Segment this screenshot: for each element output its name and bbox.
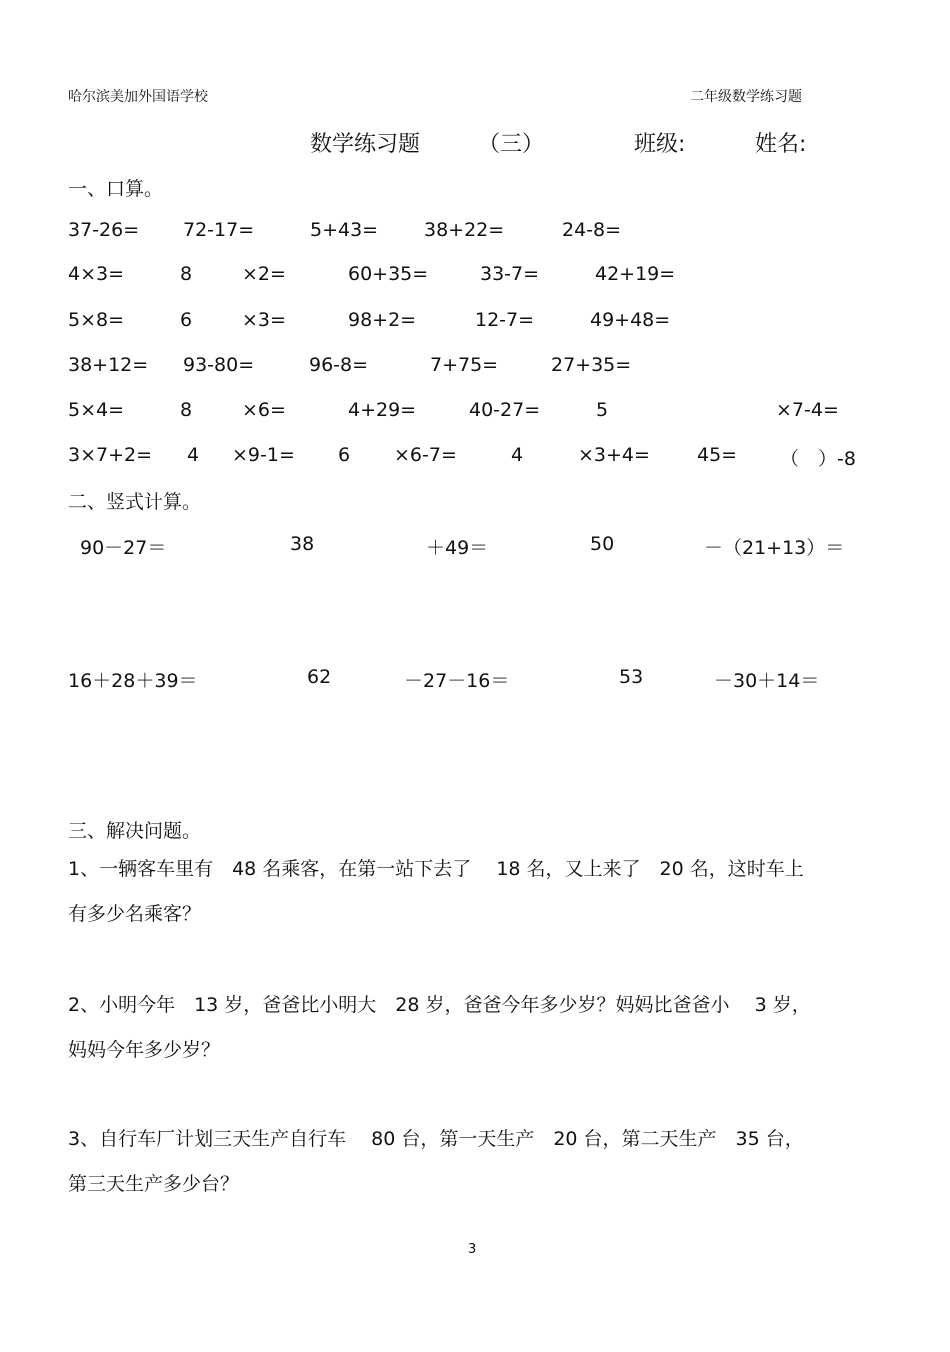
problem: 38+22= <box>424 219 505 241</box>
problem: ×6= <box>242 399 286 421</box>
section1-heading: 一、口算。 <box>68 178 164 200</box>
problem: ×6-7= <box>394 444 457 466</box>
worksheet-title: 数学练习题 <box>310 132 421 157</box>
problem: 38+12= <box>68 354 149 376</box>
problem: 49+48= <box>590 309 671 331</box>
problem: 5 <box>596 399 609 421</box>
problem: 4×3= <box>68 263 125 285</box>
word-problem-1 <box>68 847 878 937</box>
problem: －27－16＝ <box>404 670 510 692</box>
problem: 90－27＝ <box>80 537 167 559</box>
page-number: 3 <box>468 1242 477 1257</box>
problem: 5×4= <box>68 399 125 421</box>
problem-text: 1、一辆客车里有 48 名乘客，在第一站下去了 18 名，又上来了 20 名，这时车上 <box>68 858 804 880</box>
problem: 53 <box>619 666 644 688</box>
problem: 4 <box>187 444 200 466</box>
problem: 4 <box>511 444 524 466</box>
worksheet-number: （三） <box>478 132 545 157</box>
problem: 16＋28＋39＝ <box>68 670 198 692</box>
problem-text: 2、小明今年 13 岁，爸爸比小明大 28 岁，爸爸今年多少岁？妈妈比爸爸小 3 岁， <box>68 994 811 1016</box>
problem: －30＋14＝ <box>714 670 820 692</box>
section3-heading: 三、解决问题。 <box>68 820 202 842</box>
problem: －（21+13）＝ <box>704 537 845 559</box>
problem: 60+35= <box>348 263 429 285</box>
problem: ×3= <box>242 309 286 331</box>
problem: 5×8= <box>68 309 125 331</box>
problem: 96-8= <box>309 354 369 376</box>
problem-text: 第三天生产多少台？ <box>68 1173 240 1195</box>
problem: 27+35= <box>551 354 632 376</box>
problem: ×7-4= <box>776 399 839 421</box>
problem: ×3+4= <box>578 444 650 466</box>
problem-text: 妈妈今年多少岁？ <box>68 1039 221 1061</box>
name-label: 姓名: <box>755 132 807 157</box>
problem: 40-27= <box>469 399 541 421</box>
problem-text: 3、自行车厂计划三天生产自行车 80 台，第一天生产 20 台，第二天生产 35 台， <box>68 1128 804 1150</box>
mental-math-row <box>0 399 950 425</box>
problem: 6 <box>338 444 351 466</box>
problem: ）-8 <box>818 448 856 470</box>
problem: 24-8= <box>562 219 622 241</box>
problem: ×9-1= <box>232 444 295 466</box>
problem: 98+2= <box>348 309 417 331</box>
problem: 8 <box>180 399 193 421</box>
problem: 4+29= <box>348 399 417 421</box>
problem: 62 <box>307 666 332 688</box>
problem: 5+43= <box>310 219 379 241</box>
problem: 72-17= <box>183 219 255 241</box>
vertical-calc-row <box>0 533 950 559</box>
class-label: 班级: <box>634 132 686 157</box>
problem: 12-7= <box>475 309 535 331</box>
grade-subject: 二年级数学练习题 <box>690 89 802 105</box>
problem: 6 <box>180 309 193 331</box>
problem: ＋49＝ <box>426 537 489 559</box>
mental-math-row <box>0 354 950 380</box>
problem: 3×7+2= <box>68 444 153 466</box>
problem-text: 有多少名乘客？ <box>68 903 202 925</box>
problem: 37-26= <box>68 219 140 241</box>
word-problem-2 <box>68 983 878 1073</box>
mental-math-row <box>0 219 950 245</box>
problem: ×2= <box>242 263 286 285</box>
mental-math-row <box>0 309 950 335</box>
problem: 7+75= <box>430 354 499 376</box>
vertical-calc-row <box>0 666 950 692</box>
problem: 93-80= <box>183 354 255 376</box>
problem: 45= <box>697 444 738 466</box>
word-problem-3 <box>68 1117 878 1207</box>
problem: 8 <box>180 263 193 285</box>
section2-heading: 二、竖式计算。 <box>68 491 202 513</box>
problem: 42+19= <box>595 263 676 285</box>
school-name: 哈尔滨美加外国语学校 <box>68 89 208 105</box>
problem: 38 <box>290 533 315 555</box>
problem: （ <box>780 448 800 470</box>
problem: 33-7= <box>480 263 540 285</box>
problem: 50 <box>590 533 615 555</box>
mental-math-row <box>0 444 950 470</box>
mental-math-row <box>0 263 950 289</box>
